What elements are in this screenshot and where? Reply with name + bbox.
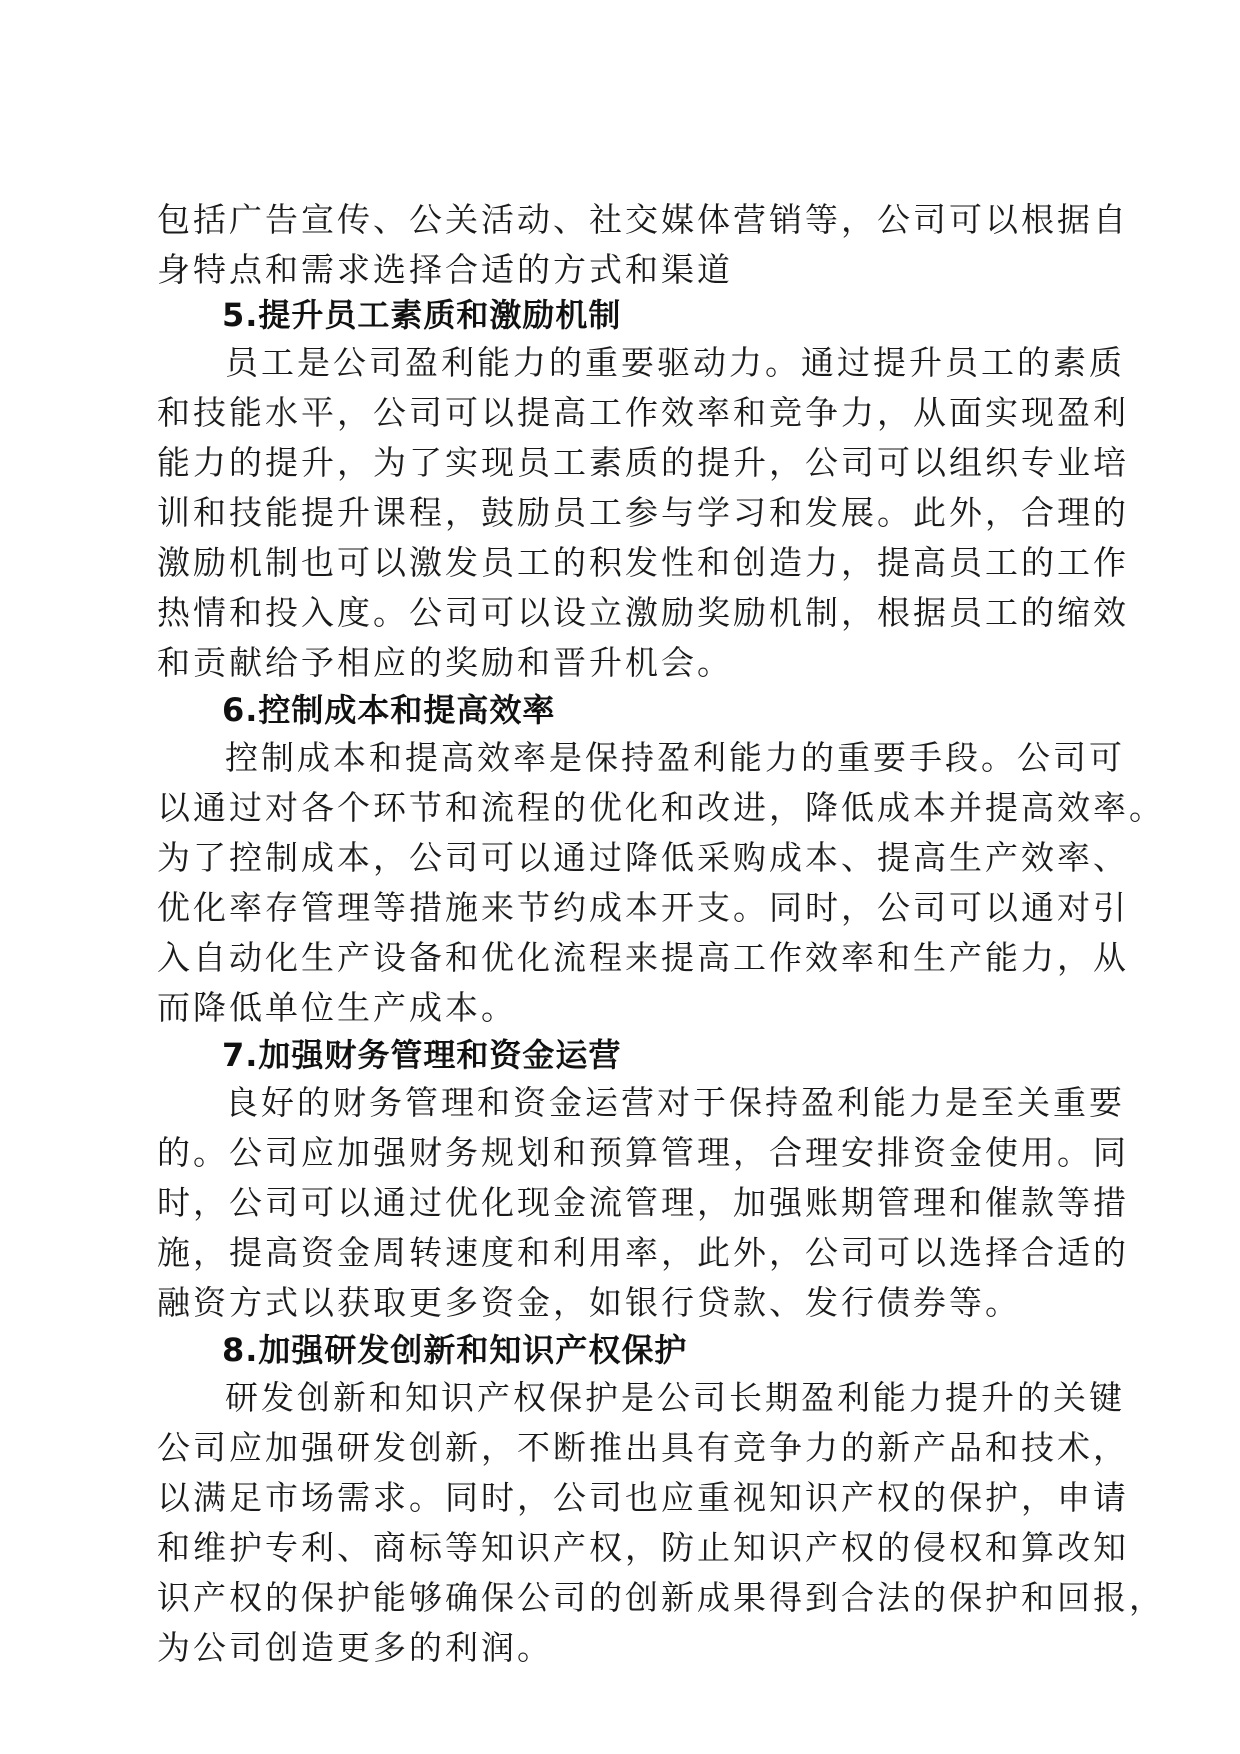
paragraph-line: 激励机制也可以激发员工的积发性和创造力，提高员工的工作 [157,543,1129,582]
paragraph-line: 控制成本和提高效率是保持盈利能力的重要手段。公司可 [225,738,1125,777]
paragraph-line: 包括广告宣传、公关活动、社交媒体营销等，公司可以根据自 [157,200,1129,239]
section-heading-5: 5.提升员工素质和激励机制 [222,296,622,334]
paragraph-line: 研发创新和知识产权保护是公司长期盈利能力提升的关键 [225,1378,1125,1417]
paragraph-line: 热情和投入度。公司可以设立激励奖励机制，根据员工的缩效 [157,593,1129,632]
paragraph-line: 公司应加强研发创新，不断推出具有竞争力的新产品和技术， [157,1428,1129,1467]
paragraph-line: 为公司创造更多的利润。 [157,1628,553,1667]
section-heading-8: 8.加强研发创新和知识产权保护 [222,1331,688,1369]
paragraph-line: 时，公司可以通过优化现金流管理，加强账期管理和催款等措 [157,1183,1129,1222]
paragraph-line: 和技能水平，公司可以提高工作效率和竞争力，从面实现盈利 [157,393,1129,432]
paragraph-line: 和维护专利、商标等知识产权，防止知识产权的侵权和算改知 [157,1528,1129,1567]
paragraph-line: 为了控制成本，公司可以通过降低采购成本、提高生产效率、 [157,838,1129,877]
paragraph-line: 和贡献给予相应的奖励和晋升机会。 [157,643,733,682]
paragraph-line: 入自动化生产设备和优化流程来提高工作效率和生产能力，从 [157,938,1129,977]
paragraph-line: 良好的财务管理和资金运营对于保持盈利能力是至关重要 [225,1083,1125,1122]
paragraph-line: 而降低单位生产成本。 [157,988,517,1027]
paragraph-line: 身特点和需求选择合适的方式和渠道 [157,250,733,289]
section-heading-7: 7.加强财务管理和资金运营 [222,1036,622,1074]
paragraph-line: 融资方式以获取更多资金，如银行贷款、发行债券等。 [157,1283,1021,1322]
section-heading-6: 6.控制成本和提高效率 [222,691,556,729]
paragraph-line: 施，提高资金周转速度和利用率，此外，公司可以选择合适的 [157,1233,1129,1272]
paragraph-line: 以满足市场需求。同时，公司也应重视知识产权的保护，申请 [157,1478,1129,1517]
paragraph-line: 的。公司应加强财务规划和预算管理，合理安排资金使用。同 [157,1133,1129,1172]
paragraph-line: 优化率存管理等措施来节约成本开支。同时，公司可以通对引 [157,888,1129,927]
paragraph-line: 以通过对各个环节和流程的优化和改进，降低成本并提高效率。 [157,788,1165,827]
paragraph-line: 能力的提升，为了实现员工素质的提升，公司可以组织专业培 [157,443,1129,482]
paragraph-line: 员工是公司盈利能力的重要驱动力。通过提升员工的素质 [225,343,1125,382]
paragraph-line: 识产权的保护能够确保公司的创新成果得到合法的保护和回报， [157,1578,1165,1617]
paragraph-line: 训和技能提升课程，鼓励员工参与学习和发展。此外，合理的 [157,493,1129,532]
